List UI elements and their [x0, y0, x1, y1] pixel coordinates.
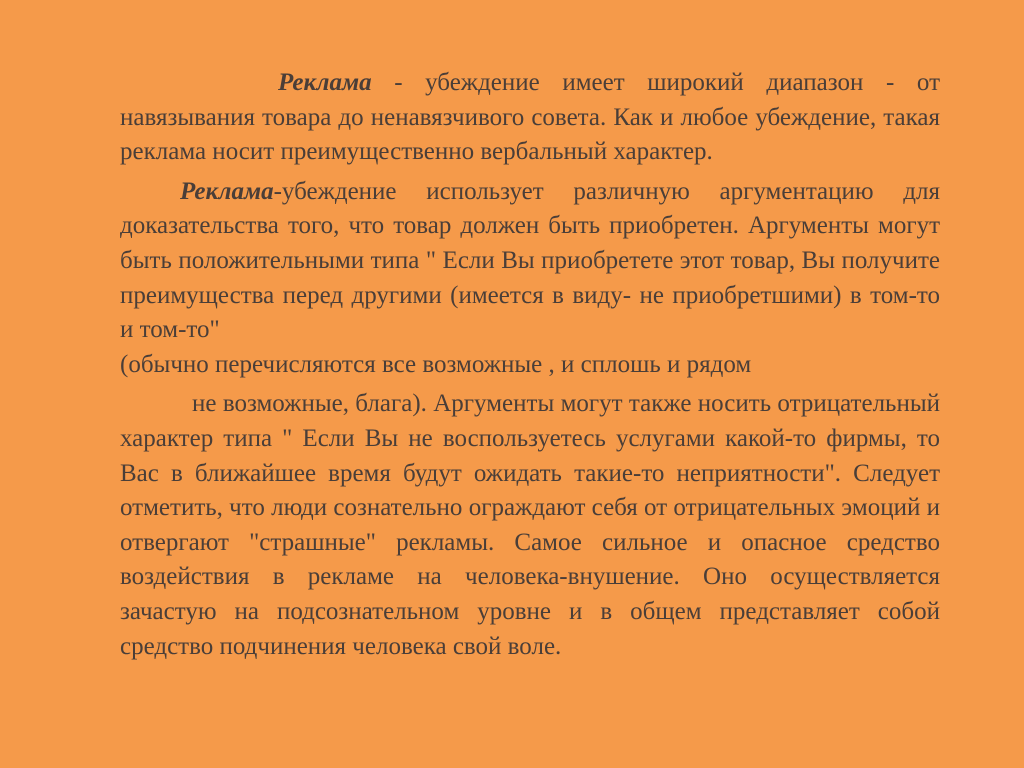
paragraph-1-lead: Реклама	[278, 69, 372, 96]
paragraph-1-text: - убеждение имеет широкий диапазон - от навязывания товара до ненавязчивого совета. Как и любое убеждение, такая реклама носит преимущественно вербальный характер.	[120, 69, 940, 166]
slide-text-body	[120, 66, 940, 664]
paragraph-1	[120, 66, 940, 170]
paragraph-2	[120, 175, 940, 348]
paragraph-3: не возможные, блага). Аргументы могут также носить отрицательный характер типа " Если Вы не воспользуетесь услугами какой-то фирмы, то Вас в ближайшее время будут ожидать такие-то неприятности". Следует отметить, что люди сознательно ограждают себя от отрицательных эмоций и отвергают "страшные" рекламы. Самое сильное и опасное средство воздействия в рекламе на человека-внушение. Оно осуществляется зачастую на подсознательном уровне и в общем представляет собой средство подчинения человека свой воле.	[120, 390, 940, 660]
paragraph-2-last-line: (обычно перечисляются все возможные , и сплошь и рядом	[120, 350, 752, 378]
paragraph-2-lead: Реклама	[180, 177, 274, 205]
paragraph-2-text: -убеждение использует различную аргументацию для доказательства того, что товар должен быть приобретен. Аргументы могут быть положительными типа " Если Вы приобретете этот товар, Вы получите преимущества перед другими (имеется в виду- не приобретшими) в том-то и том-то"	[120, 177, 940, 344]
